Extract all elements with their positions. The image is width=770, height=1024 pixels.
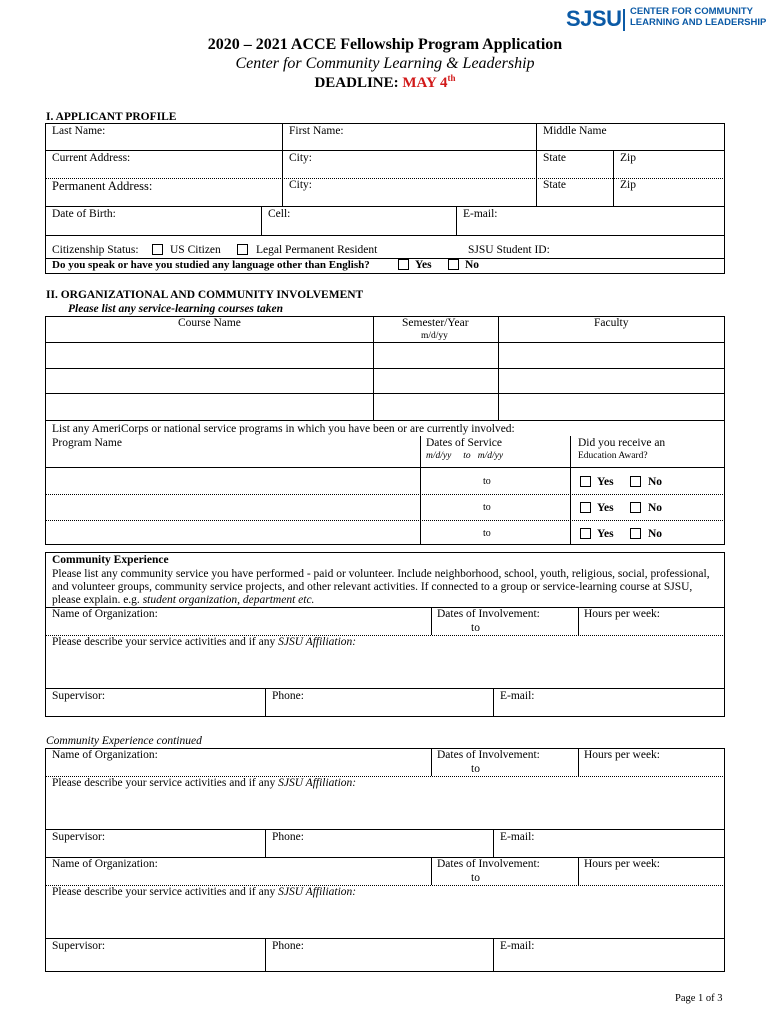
supervisor-field-3[interactable]: Supervisor: bbox=[52, 940, 106, 952]
student-id-field[interactable]: SJSU Student ID: bbox=[468, 244, 550, 256]
page-title: 2020 – 2021 ACCE Fellowship Program Application bbox=[207, 36, 563, 53]
award-no-label-1: No bbox=[648, 476, 663, 488]
dates-to-1: to bbox=[471, 622, 480, 634]
award-no-checkbox-1[interactable] bbox=[630, 476, 641, 487]
service-to-2: to bbox=[483, 502, 491, 513]
award-no-label-3: No bbox=[648, 528, 663, 540]
email-field[interactable]: E-mail: bbox=[463, 208, 498, 220]
phone-field-2[interactable]: Phone: bbox=[272, 831, 304, 843]
deadline-label: DEADLINE: bbox=[314, 75, 403, 91]
logo-line-1: CENTER FOR COMMUNITY bbox=[630, 6, 753, 17]
award-no-checkbox-2[interactable] bbox=[630, 502, 641, 513]
deadline bbox=[0, 73, 770, 92]
community-desc-2: and volunteer groups, community service projects, and other relevant activities. If connected to a group or service-learning course at SJSU, bbox=[52, 581, 693, 593]
award-yes-label-3: Yes bbox=[597, 528, 614, 540]
lpr-label: Legal Permanent Resident bbox=[256, 244, 378, 256]
current-address-field[interactable]: Current Address: bbox=[52, 152, 131, 164]
us-citizen-label: US Citizen bbox=[170, 244, 221, 256]
hours-field-1[interactable]: Hours per week: bbox=[584, 608, 661, 620]
community-continued-heading: Community Experience continued bbox=[46, 735, 202, 747]
course-name-header: Course Name bbox=[178, 317, 241, 329]
describe-field-1[interactable]: Please describe your service activities and if any SJSU Affiliation: bbox=[52, 636, 357, 648]
dates-involvement-field-3[interactable]: Dates of Involvement: bbox=[437, 858, 540, 870]
dates-of-service-format: m/d/yy to m/d/yy bbox=[426, 451, 504, 461]
hours-field-3[interactable]: Hours per week: bbox=[584, 858, 661, 870]
award-yes-label-2: Yes bbox=[597, 502, 614, 514]
describe-field-2[interactable]: Please describe your service activities and if any SJSU Affiliation: bbox=[52, 777, 357, 789]
semester-year-header: Semester/Year bbox=[402, 317, 469, 329]
dates-involvement-field-2[interactable]: Dates of Involvement: bbox=[437, 749, 540, 761]
permanent-zip-field[interactable]: Zip bbox=[620, 179, 636, 191]
language-no-checkbox[interactable] bbox=[448, 259, 459, 270]
community-heading: Community Experience bbox=[52, 554, 169, 566]
applicant-profile-table bbox=[45, 123, 725, 274]
award-no-checkbox-3[interactable] bbox=[630, 528, 641, 539]
language-yes-checkbox[interactable] bbox=[398, 259, 409, 270]
language-yes-label: Yes bbox=[415, 259, 432, 271]
logo-line-2: LEARNING AND LEADERSHIP bbox=[630, 17, 767, 28]
dob-field[interactable]: Date of Birth: bbox=[52, 208, 116, 220]
award-no-label-2: No bbox=[648, 502, 663, 514]
permanent-city-field[interactable]: City: bbox=[289, 179, 313, 191]
org-name-field-2[interactable]: Name of Organization: bbox=[52, 749, 158, 761]
service-to-1: to bbox=[483, 476, 491, 487]
current-zip-field[interactable]: Zip bbox=[620, 152, 636, 164]
award-yes-checkbox-2[interactable] bbox=[580, 502, 591, 513]
program-name-header: Program Name bbox=[52, 437, 122, 449]
award-question-2: Education Award? bbox=[578, 451, 648, 461]
permanent-state-field[interactable]: State bbox=[543, 179, 566, 191]
describe-field-3[interactable]: Please describe your service activities and if any SJSU Affiliation: bbox=[52, 886, 357, 898]
community-desc-3: please explain. e.g. student organization, department etc. bbox=[52, 594, 315, 606]
americorps-prompt: List any AmeriCorps or national service programs in which you have been or are currently involved: bbox=[52, 423, 515, 435]
section-2-heading: II. ORGANIZATIONAL AND COMMUNITY INVOLVEMENT bbox=[46, 289, 364, 301]
middle-name-field[interactable]: Middle Name bbox=[543, 125, 607, 137]
email-field-1[interactable]: E-mail: bbox=[500, 690, 535, 702]
faculty-header: Faculty bbox=[594, 317, 629, 329]
deadline-value: MAY 4th bbox=[402, 73, 456, 91]
email-field-2[interactable]: E-mail: bbox=[500, 831, 535, 843]
dates-to-2: to bbox=[471, 763, 480, 775]
hours-field-2[interactable]: Hours per week: bbox=[584, 749, 661, 761]
section-1-heading: I. APPLICANT PROFILE bbox=[46, 111, 177, 123]
dates-of-service-header: Dates of Service bbox=[426, 437, 502, 449]
email-field-3[interactable]: E-mail: bbox=[500, 940, 535, 952]
logo-divider bbox=[623, 9, 625, 31]
current-state-field[interactable]: State bbox=[543, 152, 566, 164]
us-citizen-checkbox[interactable] bbox=[152, 244, 163, 255]
first-name-field[interactable]: First Name: bbox=[289, 125, 344, 137]
language-no-label: No bbox=[465, 259, 480, 271]
supervisor-field-2[interactable]: Supervisor: bbox=[52, 831, 106, 843]
phone-field-3[interactable]: Phone: bbox=[272, 940, 304, 952]
award-yes-checkbox-3[interactable] bbox=[580, 528, 591, 539]
sjsu-logo-mark: SJSU bbox=[566, 6, 622, 31]
courses-prompt: Please list any service-learning courses taken bbox=[68, 303, 283, 315]
service-to-3: to bbox=[483, 528, 491, 539]
citizenship-label: Citizenship Status: bbox=[52, 244, 139, 256]
award-question: Did you receive an bbox=[578, 437, 666, 449]
award-yes-label-1: Yes bbox=[597, 476, 614, 488]
community-desc-1: Please list any community service you have performed - paid or volunteer. Include neighborhood, school, youth, religious, social, professional, bbox=[52, 568, 710, 580]
page-number: Page 1 of 3 bbox=[675, 993, 723, 1004]
org-name-field-1[interactable]: Name of Organization: bbox=[52, 608, 158, 620]
phone-field-1[interactable]: Phone: bbox=[272, 690, 304, 702]
page-subtitle: Center for Community Learning & Leadership bbox=[235, 55, 535, 72]
permanent-address-field[interactable]: Permanent Address: bbox=[52, 179, 153, 193]
last-name-field[interactable]: Last Name: bbox=[52, 125, 106, 137]
lpr-checkbox[interactable] bbox=[237, 244, 248, 255]
award-yes-checkbox-1[interactable] bbox=[580, 476, 591, 487]
supervisor-field-1[interactable]: Supervisor: bbox=[52, 690, 106, 702]
org-name-field-3[interactable]: Name of Organization: bbox=[52, 858, 158, 870]
dates-involvement-field-1[interactable]: Dates of Involvement: bbox=[437, 608, 540, 620]
language-question: Do you speak or have you studied any language other than English? bbox=[52, 259, 370, 271]
dates-to-3: to bbox=[471, 872, 480, 884]
current-city-field[interactable]: City: bbox=[289, 152, 313, 164]
logo-text bbox=[630, 6, 766, 28]
semester-date-format: m/d/yy bbox=[421, 331, 448, 341]
cell-field[interactable]: Cell: bbox=[268, 208, 291, 220]
